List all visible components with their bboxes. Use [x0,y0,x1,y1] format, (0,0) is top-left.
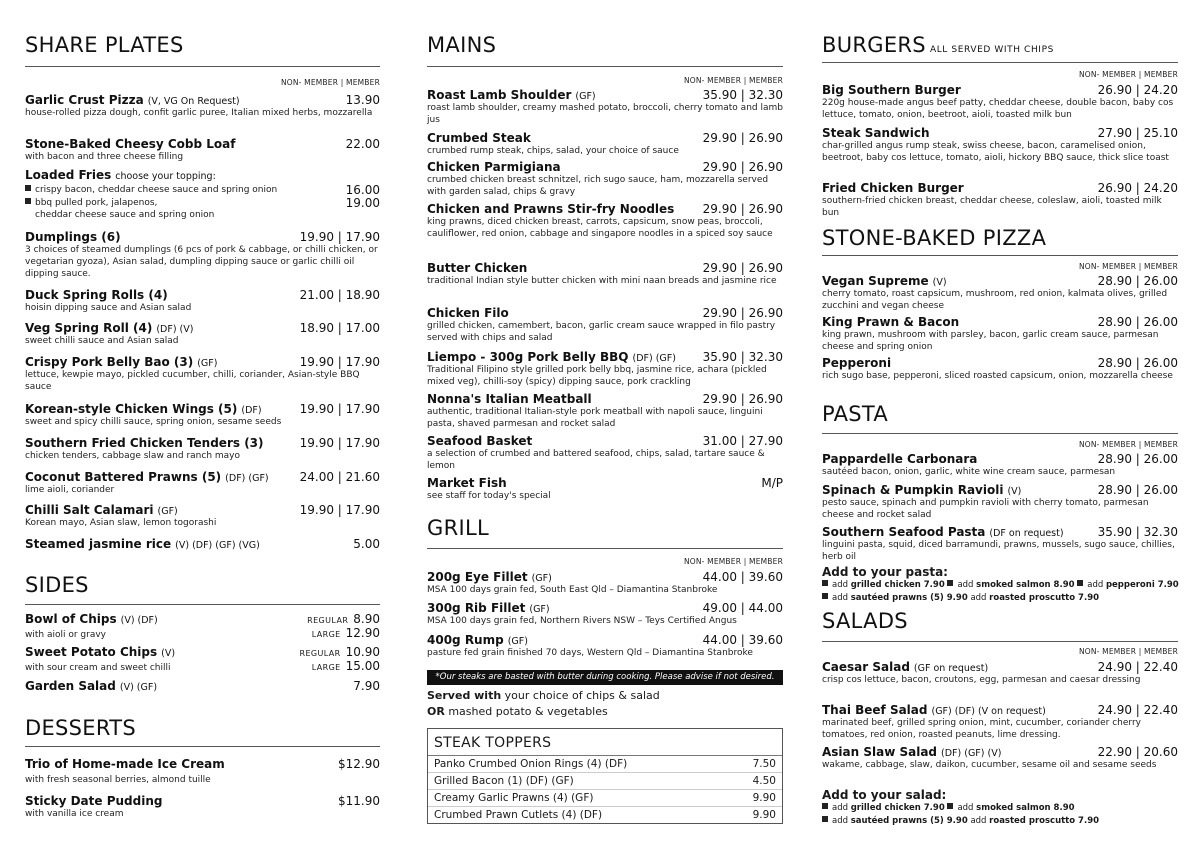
price-header: NON- MEMBER | MEMBER [683,76,783,85]
grill-title: GRILL [427,516,489,540]
menu-item: Market Fish M/P see staff for today's special [427,476,783,501]
pasta-addons: Add to your pasta: add grilled chicken 7.90 add smoked salmon 8.90 add pepperoni 7.90 add sautéed prawns (5) 9.90 add roasted proscutto 7.90 [822,565,1179,603]
steak-note: *Our steaks are basted with butter during cooking. Please advise if not desired. [427,670,783,685]
price-header: NON- MEMBER | MEMBER [683,557,783,566]
menu-item: Asian Slaw Salad (DF) (GF) (V) 22.90 | 20.60 wakame, cabbage, slaw, daikon, cucumber, sesame oil and sesame seeds [822,745,1178,770]
divider [25,746,380,747]
menu-item: 200g Eye Fillet (GF) 44.00 | 39.60 MSA 100 days grain fed, South East Qld – Diamantina Stanbroke [427,570,783,595]
menu-item: Spinach & Pumpkin Ravioli (V) 28.90 | 26.00 pesto sauce, spinach and pumpkin ravioli with cherry tomato, parmesan cheese and rocket salad [822,483,1178,520]
menu-item: Steak Sandwich 27.90 | 25.10 char-grilled angus rump steak, swiss cheese, bacon, caramelised onion, beetroot, baby cos lettuce, tomato, aioli, hickory BBQ sauce, thick slice toast [822,126,1178,163]
menu-item: Chilli Salt Calamari (GF) 19.90 | 17.90 Korean mayo, Asian slaw, lemon togorashi [25,503,380,528]
menu-item: King Prawn & Bacon 28.90 | 26.00 king prawn, mushroom with parsley, bacon, garlic cream sauce, parmesan cheese and spring onion [822,315,1178,352]
share-plates-title: SHARE PLATES [25,33,184,57]
menu-item: 400g Rump (GF) 44.00 | 39.60 pasture fed grain finished 70 days, Western Qld – Diamantina Stanbroke [427,633,783,658]
menu-item-loaded-fries: Loaded Fries choose your topping: crispy bacon, cheddar cheese sauce and spring onion 16.00 bbq pulled pork, jalapenos, cheddar cheese sauce and spring onion 19.00 [25,168,380,220]
menu-item: Trio of Home-made Ice Cream $12.90 with fresh seasonal berries, almond tuille [25,757,380,785]
square-bullet-icon [1077,580,1083,586]
menu-item: Garlic Crust Pizza (V, VG On Request) 13.90 house-rolled pizza dough, confit garlic puree, Italian mixed herbs, mozzarella [25,93,380,118]
menu-item: Sticky Date Pudding $11.90 with vanilla ice cream [25,794,380,819]
menu-item: Thai Beef Salad (GF) (DF) (V on request) 24.90 | 22.40 marinated beef, grilled spring onion, mint, cucumber, coriander cherry tomatoes, red onion, roasted peanuts, lime dressing. [822,703,1178,740]
menu-item: Big Southern Burger 26.90 | 24.20 220g house-made angus beef patty, cheddar cheese, double bacon, baby cos lettuce, tomato, onion, beetroot, aioli, toasted milk bun [822,83,1178,120]
menu-item: Stone-Baked Cheesy Cobb Loaf 22.00 with bacon and three cheese filling [25,137,380,162]
steak-toppers-box [427,728,783,824]
menu-item: Coconut Battered Prawns (5) (DF) (GF) 24.00 | 21.60 lime aioli, coriander [25,470,380,495]
menu-item: Korean-style Chicken Wings (5) (DF) 19.90 | 17.90 sweet and spicy chilli sauce, spring onion, sesame seeds [25,402,380,427]
divider [25,66,380,67]
topper-row: Crumbed Prawn Cutlets (4) (DF) 9.90 [434,809,776,821]
square-bullet-icon [822,803,828,809]
menu-item: Chicken Parmigiana 29.90 | 26.90 crumbed chicken breast schnitzel, rich sugo sauce, ham, mozzarella served with garden salad, chips & gravy [427,160,783,197]
menu-item: Liempo - 300g Pork Belly BBQ (DF) (GF) 35.90 | 32.30 Traditional Filipino style grilled pork belly bbq, jasmine rice, achara (pickled mixed veg), chilli-soy (spicy) dipping sauce, pork crackling [427,350,783,387]
steak-toppers-title: STEAK TOPPERS [428,729,782,756]
menu-item: Chicken and Prawns Stir-fry Noodles 29.90 | 26.90 king prawns, diced chicken breast, carrots, capsicum, snow peas, broccoli, cauliflower, red onion, cabbage and singapore noodles in a spiced soy sauce [427,202,783,239]
topper-row: Grilled Bacon (1) (DF) (GF) 4.50 [428,773,782,790]
menu-item: Chicken Filo 29.90 | 26.90 grilled chicken, camembert, bacon, garlic cream sauce wrapped in filo pastry served with chips and salad [427,306,783,343]
menu-item: Fried Chicken Burger 26.90 | 24.20 southern-fried chicken breast, cheddar cheese, coleslaw, aioli, toasted milk bun [822,181,1178,218]
menu-item: Vegan Supreme (V) 28.90 | 26.00 cherry tomato, roast capsicum, mushroom, red onion, kalmata olives, grilled zucchini and vegan cheese [822,274,1178,311]
topper-row: Creamy Garlic Prawns (4) (GF) 9.90 [428,790,782,807]
menu-item: Nonna's Italian Meatball 29.90 | 26.90 authentic, traditional Italian-style pork meatball with napoli sauce, linguini pasta, shaved parmesan and rocket salad [427,392,783,429]
menu-item: Pappardelle Carbonara 28.90 | 26.00 sautéed bacon, onion, garlic, white wine cream sauce, parmesan [822,452,1178,477]
square-bullet-icon [822,593,828,599]
square-bullet-icon [25,198,31,204]
menu-item: Pepperoni 28.90 | 26.00 rich sugo base, pepperoni, sliced roasted capsicum, onion, mozzarella cheese [822,356,1178,381]
menu-item: Garden Salad (V) (GF) 7.90 [25,679,380,693]
menu-item: Southern Seafood Pasta (DF on request) 35.90 | 32.30 linguini pasta, squid, diced barramundi, prawns, mussels, sugo sauce, chillies, herb oil [822,525,1178,562]
menu-item: Sweet Potato Chips (V) REGULAR 10.90 with sour cream and sweet chilli LARGE 15.00 [25,645,380,673]
menu-item: Duck Spring Rolls (4) 21.00 | 18.90 hoisin dipping sauce and Asian salad [25,288,380,313]
divider [822,433,1178,434]
square-bullet-icon [822,816,828,822]
menu-item: Seafood Basket 31.00 | 27.90 a selection of crumbed and battered seafood, chips, salad, tartare sauce & lemon [427,434,783,471]
square-bullet-icon [25,185,31,191]
menu-item: Bowl of Chips (V) (DF) REGULAR 8.90 with aioli or gravy LARGE 12.90 [25,612,380,640]
topping-option: crispy bacon, cheddar cheese sauce and spring onion 16.00 [25,184,380,197]
price-header: NON- MEMBER | MEMBER [1078,647,1178,656]
sides-title: SIDES [25,573,89,597]
divider [427,66,783,67]
menu-item: Veg Spring Roll (4) (DF) (V) 18.90 | 17.00 sweet chilli sauce and Asian salad [25,321,380,346]
square-bullet-icon [947,803,953,809]
divider [822,641,1178,642]
menu-item: Roast Lamb Shoulder (GF) 35.90 | 32.30 roast lamb shoulder, creamy mashed potato, broccoli, cherry tomato and lamb jus [427,88,783,125]
pizza-title: STONE-BAKED PIZZA [822,226,1047,250]
square-bullet-icon [947,580,953,586]
menu-item: Steamed jasmine rice (V) (DF) (GF) (VG) 5.00 [25,537,380,551]
square-bullet-icon [822,580,828,586]
divider [822,62,1178,63]
desserts-title: DESSERTS [25,716,136,740]
menu-item: Crumbed Steak 29.90 | 26.90 crumbed rump steak, chips, salad, your choice of sauce [427,131,783,156]
served-with: Served with your choice of chips & salad OR mashed potato & vegetables [427,689,660,718]
mains-title: MAINS [427,33,497,57]
topping-option: bbq pulled pork, jalapenos, cheddar cheese sauce and spring onion 19.00 [25,197,380,221]
menu-item: Southern Fried Chicken Tenders (3) 19.90 | 17.90 chicken tenders, cabbage slaw and ranch mayo [25,436,380,461]
menu-item: Dumplings (6) 19.90 | 17.90 3 choices of steamed dumplings (6 pcs of pork & cabbage, or chilli chicken, or vegetarian gyoza), Asian salad, dumpling dipping sauce or garlic chilli oil dipping sauce. [25,230,380,279]
salad-addons: Add to your salad: add grilled chicken 7.90 add smoked salmon 8.90 add sautéed prawns (5) 9.90 add roasted proscutto 7.90 [822,788,1100,826]
menu-item: Crispy Pork Belly Bao (3) (GF) 19.90 | 17.90 lettuce, kewpie mayo, pickled cucumber, chilli, coriander, Asian-style BBQ sauce [25,355,380,392]
divider [822,255,1178,256]
pasta-title: PASTA [822,402,889,426]
menu-item: 300g Rib Fillet (GF) 49.00 | 44.00 MSA 100 days grain fed, Northern Rivers NSW – Teys Certified Angus [427,601,783,626]
burgers-title: BURGERS ALL SERVED WITH CHIPS [822,33,1054,57]
salads-title: SALADS [822,609,908,633]
price-header: NON- MEMBER | MEMBER [1078,440,1178,449]
divider [25,604,380,605]
divider [427,548,783,549]
price-header: NON- MEMBER | MEMBER [280,78,380,87]
menu-item: Caesar Salad (GF on request) 24.90 | 22.40 crisp cos lettuce, bacon, croutons, egg, parmesan and caesar dressing [822,660,1178,685]
price-header: NON- MEMBER | MEMBER [1078,262,1178,271]
topper-row: Panko Crumbed Onion Rings (4) (DF) 7.50 [428,756,782,773]
price-header: NON- MEMBER | MEMBER [1078,70,1178,79]
menu-item: Butter Chicken 29.90 | 26.90 traditional Indian style butter chicken with mini naan breads and jasmine rice [427,261,783,286]
